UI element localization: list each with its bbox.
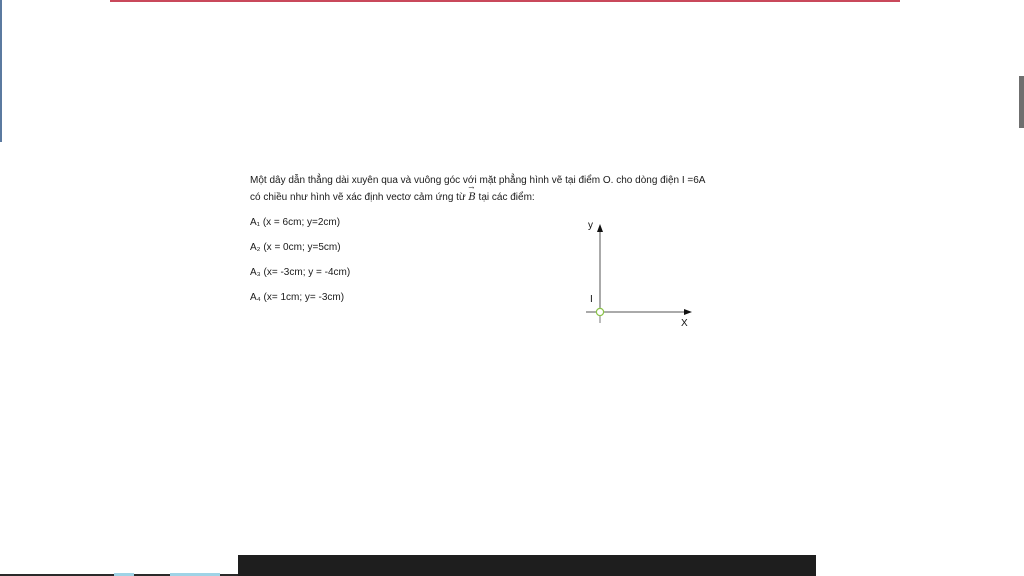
point-a3: A₃ (x= -3cm; y = -4cm) [250,267,351,278]
x-axis-label: X [681,318,688,329]
scrollbar-thumb[interactable] [1019,76,1024,128]
origin-point [596,308,603,315]
x-axis-arrow-icon [684,309,692,315]
problem-line-2-start: có chiều như hình vẽ xác định vectơ cảm ứng từ [250,192,469,203]
current-label: I [590,294,593,305]
y-axis-label: y [588,220,593,231]
point-a2: A₂ (x = 0cm; y=5cm) [250,242,341,253]
point-a1: A₁ (x = 6cm; y=2cm) [250,217,341,228]
bottom-dark-bar [238,555,816,576]
top-accent-line [110,0,900,2]
coordinate-diagram [582,214,702,334]
vector-b-symbol: → B [468,189,475,206]
left-window-edge [0,0,2,142]
point-a4: A₄ (x= 1cm; y= -3cm) [250,292,345,303]
problem-statement [250,172,770,206]
problem-line-2-end: tại các điểm: [475,192,535,203]
problem-line-1: Một dây dẫn thẳng dài xuyên qua và vuông góc với mặt phẳng hình vẽ tại điểm O. cho dòng điện I =6A [250,175,706,186]
y-axis-arrow-icon [597,224,603,232]
